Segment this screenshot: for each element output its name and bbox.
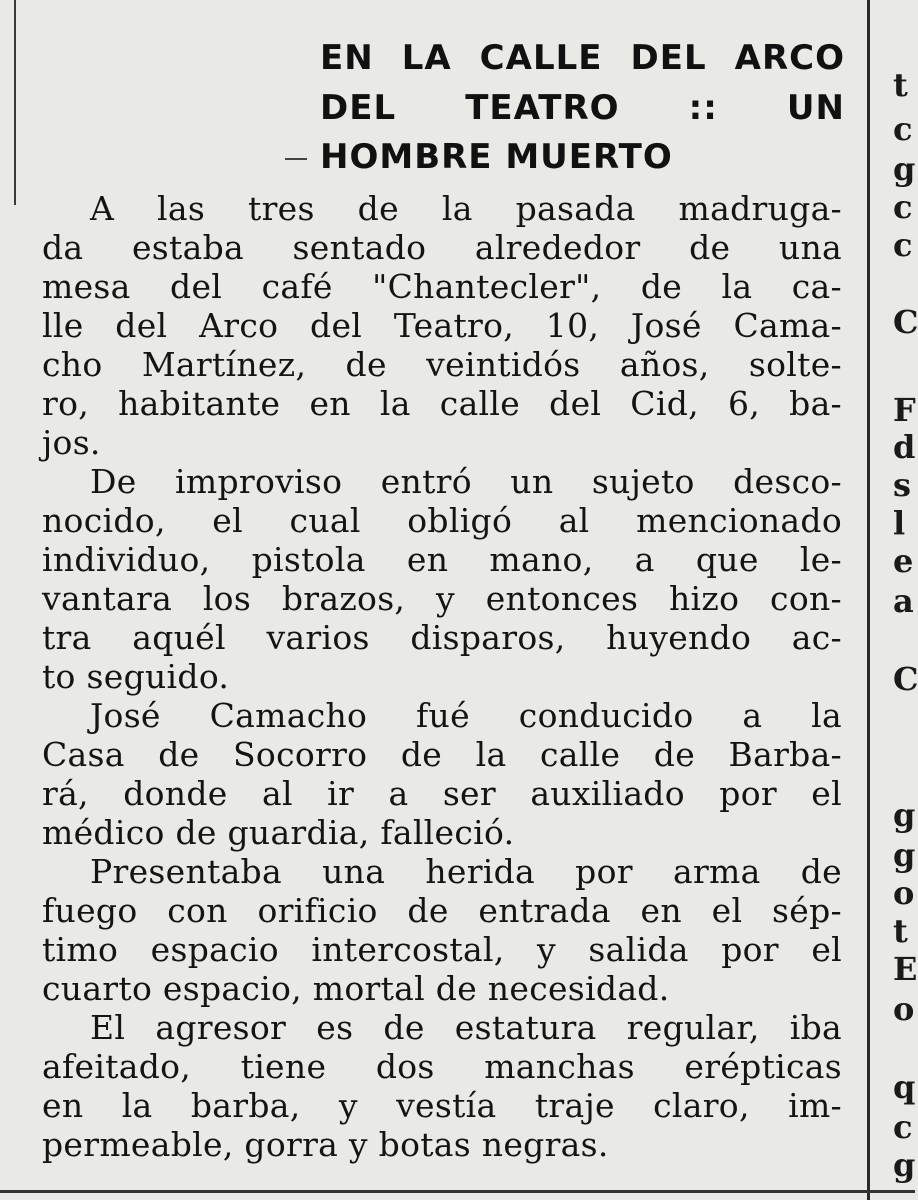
body-line: tra aquél varios disparos, huyendo ac- (42, 618, 842, 657)
body-line: De improviso entró un sujeto desco- (90, 462, 842, 501)
body-line: da estaba sentado alrededor de una (42, 228, 842, 267)
right-column-fragment: t (893, 66, 908, 104)
right-column-rule (867, 0, 870, 1200)
body-line: lle del Arco del Teatro, 10, José Cama- (42, 306, 842, 345)
body-line: individuo, pistola en mano, a que le- (42, 540, 842, 579)
body-line: ro, habitante en la calle del Cid, 6, ba- (42, 384, 842, 423)
body-line: to seguido. (42, 657, 230, 696)
right-column-fragment: C (893, 660, 918, 698)
right-column-fragment: a (893, 582, 914, 620)
right-column-fragment: l (893, 504, 906, 542)
right-column-fragment: o (893, 874, 915, 912)
right-column-fragment: F (893, 391, 916, 429)
body-line: vantara los brazos, y entonces hizo con- (42, 579, 842, 618)
right-column-fragment: g (893, 1146, 916, 1184)
bottom-rule (0, 1190, 915, 1193)
body-line: afeitado, tiene dos manchas erépticas (42, 1047, 842, 1086)
right-column-fragment: g (893, 836, 916, 874)
body-line: A las tres de la pasada madruga- (90, 189, 842, 228)
body-line: rá, donde al ir a ser auxiliado por el (42, 774, 842, 813)
left-column-rule (14, 0, 16, 205)
right-column-fragment: q (893, 1068, 916, 1106)
body-line: El agresor es de estatura regular, iba (90, 1008, 842, 1047)
right-column-fragment: g (893, 796, 916, 834)
body-line: cho Martínez, de veintidós años, solte- (42, 345, 842, 384)
body-line: José Camacho fué conducido a la (90, 696, 842, 735)
headline-dash (285, 158, 307, 160)
body-line: en la barba, y vestía traje claro, im- (42, 1086, 842, 1125)
body-line: mesa del café "Chantecler", de la ca- (42, 267, 842, 306)
headline-line-1: EN LA CALLE DEL ARCO (320, 38, 845, 78)
right-column-fragment: c (893, 188, 913, 226)
body-line: médico de guardia, falleció. (42, 813, 515, 852)
right-column-fragment: d (893, 428, 916, 466)
right-column-fragment: C (893, 303, 918, 341)
right-column-fragment: E (893, 950, 918, 988)
body-line: nocido, el cual obligó al mencionado (42, 501, 842, 540)
body-line: fuego con orificio de entrada en el sép- (42, 891, 842, 930)
body-line: Casa de Socorro de la calle de Barba- (42, 735, 842, 774)
right-column-fragment: c (893, 226, 913, 264)
body-line: jos. (42, 423, 101, 462)
headline-line-2: DEL TEATRO :: UN (320, 88, 845, 128)
right-column-fragment: e (893, 542, 914, 580)
right-column-fragment: c (893, 110, 913, 148)
headline-line-3: HOMBRE MUERTO (320, 137, 673, 177)
right-column-fragment: o (893, 990, 915, 1028)
body-line: Presentaba una herida por arma de (90, 852, 842, 891)
right-column-fragment: c (893, 1108, 913, 1146)
right-column-fragment: t (893, 912, 908, 950)
body-line: permeable, gorra y botas negras. (42, 1125, 609, 1164)
body-line: cuarto espacio, mortal de necesidad. (42, 969, 670, 1008)
right-column-fragment: s (893, 466, 912, 504)
right-column-fragment: g (893, 150, 916, 188)
body-line: timo espacio intercostal, y salida por el (42, 930, 842, 969)
